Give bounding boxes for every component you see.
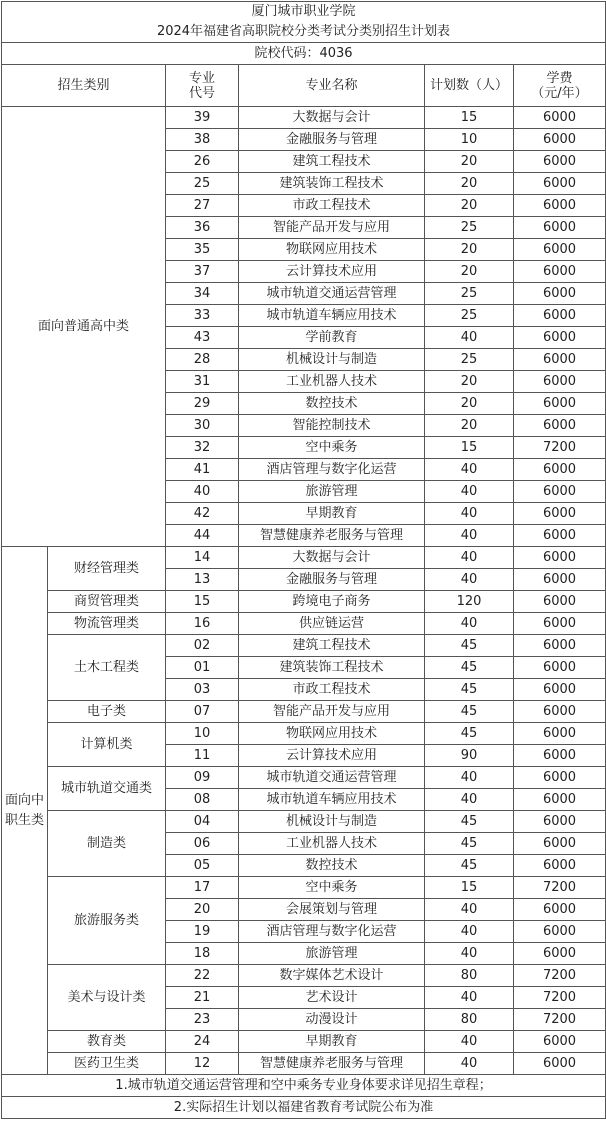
tuition-cell: 6000 [514,525,606,547]
major-name-cell: 智能控制技术 [239,415,425,437]
major-code-cell: 38 [166,129,239,151]
major-code-cell: 40 [166,481,239,503]
note-row [2,1075,606,1097]
subcategory-cell: 美术与设计类 [48,965,166,1031]
plan-count-cell: 45 [425,723,514,745]
major-name-cell: 智能产品开发与应用 [239,701,425,723]
major-name-cell: 大数据与会计 [239,547,425,569]
tuition-cell: 6000 [514,921,606,943]
major-name-cell: 学前教育 [239,327,425,349]
plan-count-cell: 40 [425,503,514,525]
table-row [2,1053,606,1075]
plan-count-cell: 20 [425,195,514,217]
table-row [2,547,606,569]
major-code-cell: 32 [166,437,239,459]
major-name-cell: 跨境电子商务 [239,591,425,613]
major-name-cell: 金融服务与管理 [239,569,425,591]
tuition-cell: 6000 [514,657,606,679]
plan-count-cell: 25 [425,217,514,239]
major-name-cell: 云计算技术应用 [239,261,425,283]
tuition-cell: 6000 [514,415,606,437]
plan-count-cell: 20 [425,173,514,195]
major-code-cell: 27 [166,195,239,217]
subcategory-cell: 制造类 [48,811,166,877]
major-name-cell: 旅游管理 [239,943,425,965]
table-title-cell [2,2,606,43]
plan-count-cell: 20 [425,371,514,393]
header-code-line2: 代号 [188,85,215,101]
major-code-cell: 37 [166,261,239,283]
plan-count-cell: 45 [425,855,514,877]
tuition-cell: 6000 [514,305,606,327]
major-name-cell: 酒店管理与数字化运营 [239,921,425,943]
tuition-cell: 6000 [514,943,606,965]
subcategory-cell: 物流管理类 [48,613,166,635]
tuition-cell: 6000 [514,217,606,239]
tuition-cell: 6000 [514,371,606,393]
plan-count-cell: 40 [425,547,514,569]
tuition-cell: 7200 [514,987,606,1009]
major-name-cell: 数字媒体艺术设计 [239,965,425,987]
major-code-cell: 43 [166,327,239,349]
major-code-cell: 15 [166,591,239,613]
subcategory-cell: 土木工程类 [48,635,166,701]
table-row [2,701,606,723]
header-fee-line1: 学费 [546,70,573,86]
plan-count-cell: 20 [425,151,514,173]
tuition-cell: 6000 [514,393,606,415]
major-name-cell: 物联网应用技术 [239,239,425,261]
header-name: 专业名称 [239,65,425,107]
major-code-cell: 05 [166,855,239,877]
major-code-cell: 29 [166,393,239,415]
major-code-cell: 06 [166,833,239,855]
major-code-cell: 19 [166,921,239,943]
tuition-cell: 6000 [514,613,606,635]
plan-count-cell: 40 [425,789,514,811]
table-row [2,591,606,613]
subcategory-cell: 财经管理类 [48,547,166,591]
plan-count-cell: 40 [425,899,514,921]
plan-count-cell: 45 [425,811,514,833]
tuition-cell: 7200 [514,1009,606,1031]
plan-count-cell: 120 [425,591,514,613]
major-code-cell: 11 [166,745,239,767]
major-code-cell: 16 [166,613,239,635]
plan-count-cell: 20 [425,261,514,283]
tuition-cell: 6000 [514,459,606,481]
major-name-cell: 供应链运营 [239,613,425,635]
school-code: 院校代码：4036 [2,43,606,65]
major-code-cell: 41 [166,459,239,481]
plan-count-cell: 45 [425,657,514,679]
tuition-cell: 6000 [514,327,606,349]
tuition-cell: 6000 [514,481,606,503]
plan-count-cell: 15 [425,107,514,129]
major-name-cell: 市政工程技术 [239,679,425,701]
subcategory-cell: 商贸管理类 [48,591,166,613]
major-code-cell: 08 [166,789,239,811]
header-code-line1: 专业 [188,70,215,86]
category-general-highschool: 面向普通高中类 [2,107,166,547]
major-name-cell: 酒店管理与数字化运营 [239,459,425,481]
tuition-cell: 6000 [514,899,606,921]
major-name-cell: 会展策划与管理 [239,899,425,921]
tuition-cell: 6000 [514,151,606,173]
tuition-cell: 6000 [514,349,606,371]
subcategory-cell: 电子类 [48,701,166,723]
major-code-cell: 31 [166,371,239,393]
major-code-cell: 09 [166,767,239,789]
major-code-cell: 28 [166,349,239,371]
tuition-cell: 6000 [514,591,606,613]
major-code-cell: 26 [166,151,239,173]
tuition-cell: 6000 [514,767,606,789]
header-fee-line2: （元/年） [531,85,588,101]
tuition-cell: 6000 [514,195,606,217]
page-subtitle: 2024年福建省高职院校分类考试分类别招生计划表 [156,24,451,39]
subcategory-cell: 计算机类 [48,723,166,767]
plan-count-cell: 40 [425,459,514,481]
table-row [2,723,606,745]
plan-count-cell: 80 [425,1009,514,1031]
major-name-cell: 早期教育 [239,503,425,525]
tuition-cell: 6000 [514,1031,606,1053]
tuition-cell: 7200 [514,965,606,987]
tuition-cell: 6000 [514,701,606,723]
major-name-cell: 智慧健康养老服务与管理 [239,525,425,547]
plan-count-cell: 40 [425,569,514,591]
major-code-cell: 14 [166,547,239,569]
major-name-cell: 金融服务与管理 [239,129,425,151]
major-name-cell: 城市轨道交通运营管理 [239,767,425,789]
plan-count-cell: 40 [425,987,514,1009]
header-code [166,65,239,107]
major-name-cell: 动漫设计 [239,1009,425,1031]
major-name-cell: 城市轨道车辆应用技术 [239,789,425,811]
tuition-cell: 6000 [514,679,606,701]
tuition-cell: 6000 [514,261,606,283]
major-name-cell: 工业机器人技术 [239,833,425,855]
major-code-cell: 17 [166,877,239,899]
tuition-cell: 6000 [514,635,606,657]
tuition-cell: 6000 [514,1053,606,1075]
subcategory-cell: 教育类 [48,1031,166,1053]
table-row [2,767,606,789]
major-name-cell: 物联网应用技术 [239,723,425,745]
plan-count-cell: 40 [425,921,514,943]
tuition-cell: 6000 [514,129,606,151]
major-code-cell: 39 [166,107,239,129]
table-row [2,1031,606,1053]
tuition-cell: 6000 [514,723,606,745]
plan-count-cell: 25 [425,283,514,305]
table-row [2,965,606,987]
plan-count-cell: 90 [425,745,514,767]
plan-count-cell: 40 [425,1053,514,1075]
major-name-cell: 机械设计与制造 [239,811,425,833]
major-name-cell: 建筑装饰工程技术 [239,173,425,195]
tuition-cell: 6000 [514,811,606,833]
subcategory-cell: 旅游服务类 [48,877,166,965]
tuition-cell: 6000 [514,283,606,305]
major-name-cell: 城市轨道交通运营管理 [239,283,425,305]
major-name-cell: 智能产品开发与应用 [239,217,425,239]
plan-count-cell: 40 [425,481,514,503]
major-code-cell: 01 [166,657,239,679]
major-code-cell: 02 [166,635,239,657]
plan-count-cell: 45 [425,679,514,701]
major-code-cell: 25 [166,173,239,195]
plan-count-cell: 10 [425,129,514,151]
major-code-cell: 21 [166,987,239,1009]
plan-count-cell: 40 [425,327,514,349]
tuition-cell: 6000 [514,745,606,767]
table-row [2,635,606,657]
header-plan: 计划数（人） [425,65,514,107]
major-name-cell: 大数据与会计 [239,107,425,129]
major-code-cell: 34 [166,283,239,305]
major-code-cell: 33 [166,305,239,327]
subcategory-cell: 医药卫生类 [48,1053,166,1075]
tuition-cell: 6000 [514,239,606,261]
plan-count-cell: 25 [425,349,514,371]
tuition-cell: 7200 [514,437,606,459]
plan-count-cell: 40 [425,943,514,965]
major-name-cell: 云计算技术应用 [239,745,425,767]
major-name-cell: 空中乘务 [239,877,425,899]
tuition-cell: 6000 [514,547,606,569]
table-row [2,107,606,129]
plan-count-cell: 20 [425,415,514,437]
page-title: 厦门城市职业学院 [251,4,356,19]
plan-count-cell: 80 [425,965,514,987]
major-name-cell: 早期教育 [239,1031,425,1053]
tuition-cell: 6000 [514,569,606,591]
major-name-cell: 工业机器人技术 [239,371,425,393]
major-name-cell: 机械设计与制造 [239,349,425,371]
table-row [2,613,606,635]
major-code-cell: 07 [166,701,239,723]
tuition-cell: 6000 [514,173,606,195]
major-code-cell: 20 [166,899,239,921]
plan-count-cell: 20 [425,239,514,261]
major-code-cell: 24 [166,1031,239,1053]
plan-count-cell: 40 [425,613,514,635]
category-vocational: 面向中职生类 [2,547,48,1075]
major-code-cell: 03 [166,679,239,701]
subcategory-cell: 城市轨道交通类 [48,767,166,811]
major-code-cell: 35 [166,239,239,261]
plan-count-cell: 25 [425,305,514,327]
major-code-cell: 22 [166,965,239,987]
plan-count-cell: 45 [425,701,514,723]
major-name-cell: 空中乘务 [239,437,425,459]
major-code-cell: 23 [166,1009,239,1031]
major-code-cell: 36 [166,217,239,239]
header-fee [514,65,606,107]
major-name-cell: 艺术设计 [239,987,425,1009]
plan-count-cell: 15 [425,877,514,899]
table-row [2,811,606,833]
major-name-cell: 市政工程技术 [239,195,425,217]
plan-count-cell: 45 [425,635,514,657]
plan-count-cell: 40 [425,525,514,547]
tuition-cell: 6000 [514,855,606,877]
major-name-cell: 建筑工程技术 [239,151,425,173]
major-name-cell: 旅游管理 [239,481,425,503]
major-name-cell: 数控技术 [239,393,425,415]
tuition-cell: 6000 [514,107,606,129]
tuition-cell: 6000 [514,789,606,811]
tuition-cell: 6000 [514,503,606,525]
major-code-cell: 30 [166,415,239,437]
plan-count-cell: 45 [425,833,514,855]
tuition-cell: 6000 [514,833,606,855]
plan-count-cell: 20 [425,393,514,415]
major-code-cell: 44 [166,525,239,547]
footnote: 2.实际招生计划以福建省教育考试院公布为准 [2,1097,606,1119]
plan-count-cell: 40 [425,1031,514,1053]
major-name-cell: 数控技术 [239,855,425,877]
major-name-cell: 建筑工程技术 [239,635,425,657]
major-code-cell: 10 [166,723,239,745]
header-row [2,65,606,107]
table-row [2,877,606,899]
plan-count-cell: 15 [425,437,514,459]
major-code-cell: 04 [166,811,239,833]
enrollment-plan-table [1,1,606,1119]
major-name-cell: 建筑装饰工程技术 [239,657,425,679]
major-name-cell: 智慧健康养老服务与管理 [239,1053,425,1075]
major-code-cell: 18 [166,943,239,965]
major-name-cell: 城市轨道车辆应用技术 [239,305,425,327]
header-category: 招生类别 [2,65,166,107]
note-row [2,1097,606,1119]
major-code-cell: 13 [166,569,239,591]
footnote: 1.城市轨道交通运营管理和空中乘务专业身体要求详见招生章程； [2,1075,606,1097]
tuition-cell: 7200 [514,877,606,899]
major-code-cell: 12 [166,1053,239,1075]
plan-count-cell: 40 [425,767,514,789]
major-code-cell: 42 [166,503,239,525]
